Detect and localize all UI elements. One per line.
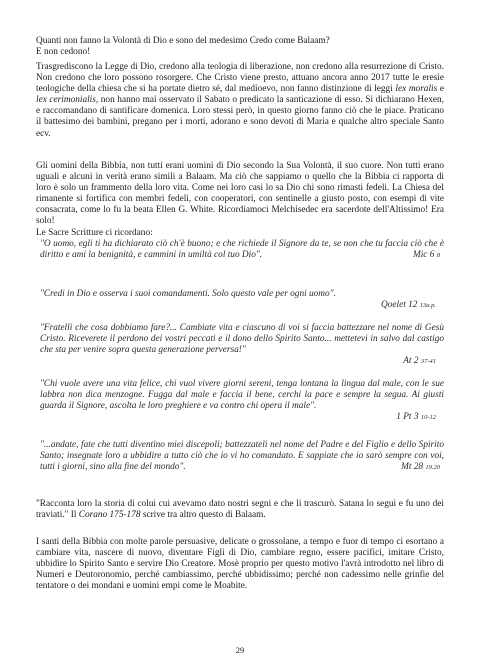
italic-term: Corano 175-178 <box>78 510 141 521</box>
quote-qoelet <box>40 289 444 311</box>
paragraph-text: scrive tra altro questo di Balaam. <box>140 510 266 521</box>
paragraph-text: , non hanno mai osservato il Sabato o predicato la santicazione di esso. Si dichiarano Hexen, e raccomandano di santificare domenica. Loro stessi però, in questo giorno fanno ciò che le piace. Praticano il battesimo dei bambini, pregano per i morti, adorano e sono devoti di Maria e qualche altro speciale Santo ecv. <box>36 95 444 139</box>
paragraph-corano <box>36 499 444 521</box>
quote-reference: Qoelet 12 13a.p. <box>381 300 436 311</box>
quote-mic <box>40 239 444 261</box>
italic-term: lex moralis <box>395 84 438 95</box>
quote-pietro <box>40 379 444 423</box>
paragraph-text: I santi della Bibbia con molte parole persuasive, delicate o grossolane, a tempo e fuor di tempo ci esortano a cambiare vita, nascere di nuovo, diventare Figli di Dio, cambiare regno, essere pacifici, imitare Cristo, ubbidire lo Spirito Santo e servire Dio Creatore. Mosè proprio per questo motivo l'avrà introdotto nel libro di Numeri e Deutoronomio, perché cambiassimo, perché ubbidissimo; perché non cadessimo nelle grinfie del tentatore o dei mondani e uomini empi come le Moabite. <box>36 537 444 592</box>
quote-text: "O uomo, egli ti ha dichiarato ciò ch'è buono; e che richiede il Signore da te, se non che tu faccia ciò che è diritto e ami la benignità, e cammini in umiltà col tuo Dio". <box>40 239 444 261</box>
quote-atti <box>40 323 444 367</box>
intro-lines <box>36 36 444 58</box>
quote-text: "...andate, fate che tutti diventino miei discepoli; battezzateli nel nome del Padre e del Figlio e dello Spirito Santo; insegnate loro a ubbidire a tutto ciò che io vi ho comandato. E sappiate che io sarò sempre con voi, tutti i giorni, sino alla fine del mondo". <box>40 440 444 473</box>
quote-text: "Fratelli che cosa dobbiamo fare?... Cambiate vita e ciascuno di voi si faccia battezzare nel nome di Gesù Cristo. Riceverete il perdono dei vostri peccati e il dono dello Spirito Santo... mettetevi in salvo dal castigo che sta per venire sopra questa generazione perversa!" <box>40 323 444 356</box>
paragraph-text: Trasgrediscono la Legge di Dio, credono alla teologia di liberazione, non credono alla resurrezione di Cristo. Non credono che loro possono rosorgere. Che Cristo viene presto, attuano ancora anno 2017 tutte le eresie teologiche della chiesa che si ha portate dietro sé, dal medioevo, non fanno distinzione di leggi <box>36 62 444 95</box>
quote-reference: At 2 37-41 <box>403 356 436 367</box>
quote-reference: Mt 28 19.20 <box>401 462 440 473</box>
exclamation-line: E non cedono! <box>36 47 91 58</box>
paragraph-uomini-bibbia <box>36 161 444 239</box>
page-number: 29 <box>235 645 245 655</box>
quote-reference: Mic 6 8 <box>412 250 440 261</box>
paragraph-trasgrediscono <box>36 62 444 140</box>
quote-matteo <box>40 440 444 473</box>
italic-term: lex cerimonialis <box>36 95 96 106</box>
paragraph-text: "Racconta loro la storia di colui cui avevamo dato nostri segni e che li trascurò. Satana lo seguì e fu uno dei traviati." Il <box>36 499 444 521</box>
quote-text: "Credi in Dio e osserva i suoi comandamenti. Solo questo vale per ogni uomo". <box>40 289 336 299</box>
quote-reference: 1 Pt 3 10-12 <box>396 412 436 423</box>
question-line: Quanti non fanno la Volontà di Dio e sono del medesimo Credo come Balaam? <box>36 36 330 46</box>
paragraph-santi <box>36 537 444 592</box>
paragraph-text: Le Sacre Scritture ci ricordano: <box>36 227 153 238</box>
paragraph-text: e <box>437 84 444 95</box>
paragraph-text: Gli uomini della Bibbia, non tutti erani uomini di Dio secondo la Sua Volontà, il suo cuore. Non tutti erano uguali e alcuni in verità erano simili a Balaam. Ma ciò che sappiamo o quello che la Bibbia ci rapporta di loro è solo un frammento della loro vita. Come nei loro casi lo sa Dio chi sono rimasti fedeli. La Chiesa del rimanente si fortifica con membri fedeli, con cooperatori, con sentinelle a giusto posto, con esempi di vite consacrata, come lo fu la beata Ellen G. White. Ricordiamoci Melchisedec era sacerdote dell'Altissimo! Era solo! <box>36 161 444 227</box>
quote-text: "Chi vuole avere una vita felice, chi vuol vivere giorni sereni, tenga lontana la lingua dal male, con le sue labbra non dica menzogne. Fugga dal male e faccia il bene, cerchi la pace e sempre la segua. Ai giusti guarda il Signore, ascolta le loro preghiere e va contro chi opera il male". <box>40 379 444 412</box>
